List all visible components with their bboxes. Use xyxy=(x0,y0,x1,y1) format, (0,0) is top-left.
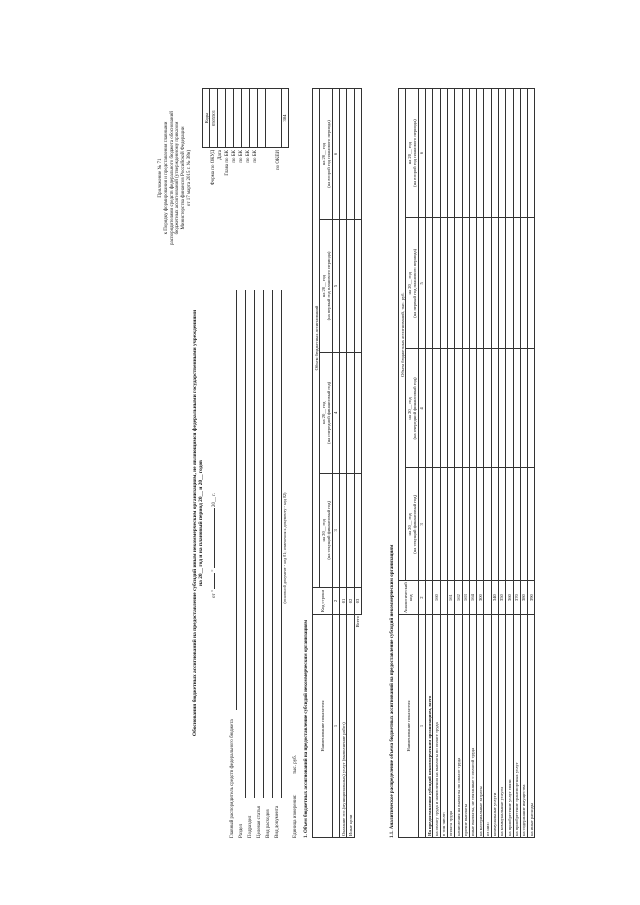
s11-year-label: на 20__ год xyxy=(406,272,412,295)
table-row xyxy=(455,89,462,838)
codes-row-label: по БК xyxy=(253,150,258,163)
code-cell xyxy=(257,89,265,148)
s1-row-name: Оказание гос.(муниципальных) услуг (выполнение работ) xyxy=(340,615,347,838)
s11-colnum: 5 xyxy=(418,218,425,349)
s11-cell xyxy=(484,349,491,468)
s11-cell xyxy=(447,468,454,581)
appendix-line: бюджетных ассигнований (утвержденному приказом xyxy=(175,121,181,235)
table-row xyxy=(477,89,484,838)
s11-cell xyxy=(513,468,520,581)
s1-cell xyxy=(347,353,354,474)
s11-row-code: 300 xyxy=(477,581,484,615)
s11-row-name: На предоставление субсидий некоммерческим организациям, всего xyxy=(426,615,433,838)
s1-year-sub: (на первый год планового периода) xyxy=(326,251,332,321)
table-row xyxy=(440,89,447,838)
s11-cell xyxy=(433,89,440,218)
section11-title: 1.1. Аналитическое распределение объема бюджетных ассигнований на предоставление субсидий некоммерческим организациям xyxy=(390,544,395,838)
s11-cell xyxy=(447,218,454,349)
codes-row-label: по БК xyxy=(239,150,244,163)
table-row xyxy=(433,89,440,838)
s1-year-sub: (на текущий финансовый год) xyxy=(326,500,332,560)
code-cell xyxy=(249,89,257,148)
s11-row-name: на приобретение транспортных услуг xyxy=(513,615,520,838)
s11-row-code: 370 xyxy=(513,581,520,615)
s11-cell xyxy=(469,468,476,581)
unit-value: тыс. руб. xyxy=(293,755,298,774)
appendix-note xyxy=(158,78,193,278)
s11-cell xyxy=(433,349,440,468)
table-row xyxy=(426,89,433,838)
s11-cell xyxy=(520,218,527,349)
s1-colnum: 2 xyxy=(332,588,339,615)
date-month-blank xyxy=(214,508,215,568)
s1-cell xyxy=(340,353,347,474)
s1-total-code: 03 xyxy=(354,588,361,615)
s11-cell xyxy=(440,349,447,468)
s11-cell xyxy=(462,89,469,218)
s11-colnum: 1 xyxy=(418,615,425,838)
s11-row-name: из них: xyxy=(484,615,491,838)
s11-cell xyxy=(491,349,498,468)
s11-row-name: начисления на выплаты по оплате труда xyxy=(455,615,462,838)
s11-cell xyxy=(528,218,535,349)
s11-cell xyxy=(491,468,498,581)
codes-row-label: Дата xyxy=(218,150,223,160)
s11-cell xyxy=(506,89,513,218)
codes-row-label: по БК xyxy=(232,150,237,163)
code-cell xyxy=(233,89,241,148)
codes-header: Коды xyxy=(203,89,210,148)
s1-colnum: 3 xyxy=(332,473,339,587)
s1-cell xyxy=(340,219,347,352)
s11-row-name: коммунальные услуги xyxy=(491,615,498,838)
s11-year-sub: (на текущий финансовый год) xyxy=(412,495,418,554)
requisite-label: Вид документа xyxy=(275,805,280,838)
s11-cell xyxy=(477,468,484,581)
s11-colnum: 4 xyxy=(418,349,425,468)
s11-year-label: на 20__ год xyxy=(406,141,412,165)
s11-cell xyxy=(477,349,484,468)
s11-cell xyxy=(440,218,447,349)
s11-head-year xyxy=(406,468,419,581)
title-line-2: на 20__ год и на плановый период 20__ и 20__ годов xyxy=(198,460,205,586)
s11-cell xyxy=(484,218,491,349)
s11-year-sub: (на второй год планового периода) xyxy=(412,119,418,187)
s11-cell xyxy=(513,349,520,468)
date-middle: " xyxy=(212,568,217,572)
appendix-line: к Порядку формирования и представления главными xyxy=(163,121,169,235)
s11-cell xyxy=(440,89,447,218)
s11-cell xyxy=(447,89,454,218)
section1-table xyxy=(312,88,362,838)
s11-year-sub: (на первый год планового периода) xyxy=(412,248,418,318)
s11-cell xyxy=(426,218,433,349)
table-row xyxy=(447,89,454,838)
appendix-line: Приложение № 71 xyxy=(158,158,163,198)
s1-cell xyxy=(354,473,361,587)
s11-cell xyxy=(528,349,535,468)
table-row xyxy=(469,89,476,838)
table-row xyxy=(484,89,491,838)
s11-cell xyxy=(491,218,498,349)
code-cell xyxy=(265,89,281,148)
s11-cell xyxy=(484,89,491,218)
s11-head-name: Наименование показателя xyxy=(399,615,419,838)
s11-row-name: на оплату труда и начисления на выплаты по оплате труда xyxy=(433,615,440,838)
s11-cell xyxy=(528,468,535,581)
table-row xyxy=(340,89,347,838)
s11-colnum: 6 xyxy=(418,89,425,218)
s11-row-code: 160 xyxy=(433,581,440,615)
s11-cell xyxy=(426,468,433,581)
document-title xyxy=(192,228,204,818)
s11-row-name: на материальные затраты xyxy=(477,615,484,838)
s11-cell xyxy=(455,89,462,218)
s1-head-year xyxy=(320,473,333,587)
s11-cell xyxy=(520,349,527,468)
date-day-blank xyxy=(214,573,215,589)
table-row xyxy=(491,89,498,838)
codes-table xyxy=(202,88,289,148)
s1-year-sub: (на второй год планового периода) xyxy=(326,120,332,188)
s11-cell xyxy=(498,349,505,468)
requisite-line xyxy=(245,290,246,798)
s11-cell xyxy=(433,218,440,349)
s11-cell xyxy=(506,218,513,349)
s1-row-code: 02 xyxy=(347,588,354,615)
table-row xyxy=(513,89,520,838)
requisite-line xyxy=(254,290,255,798)
s1-year-label: на 20__ год xyxy=(320,274,326,298)
requisite-label: Главный распорядитель средств федерального бюджета xyxy=(230,719,235,838)
appendix-line: от 17 марта 2015 г. № 38н) xyxy=(186,149,192,207)
s11-cell xyxy=(462,218,469,349)
code-cell xyxy=(217,89,225,148)
s11-row-name: оплата труда xyxy=(447,615,454,838)
s11-cell xyxy=(455,349,462,468)
s11-row-code: 340 xyxy=(491,581,498,615)
form-code: 0505501 xyxy=(210,89,217,148)
table-row xyxy=(498,89,505,838)
table-row xyxy=(528,89,535,838)
s11-cell xyxy=(477,218,484,349)
s11-cell xyxy=(455,218,462,349)
s11-cell xyxy=(462,468,469,581)
s1-cell xyxy=(354,353,361,474)
s1-cell xyxy=(347,219,354,352)
s11-cell xyxy=(528,89,535,218)
table-row xyxy=(506,89,513,838)
s11-head-year xyxy=(406,89,419,218)
s11-row-name: иные выплаты, не связанные с оплатой труда xyxy=(469,615,476,838)
requisite-line xyxy=(272,290,273,798)
requisite-label: Вид расходов xyxy=(266,809,271,838)
s11-cell xyxy=(447,349,454,468)
s11-cell xyxy=(520,89,527,218)
s11-row-code: 162 xyxy=(455,581,462,615)
s1-year-sub: (на очередной финансовый год) xyxy=(326,381,332,444)
s1-cell xyxy=(347,89,354,220)
table-row xyxy=(347,89,354,838)
s11-row-name: на приобретение услуг связи xyxy=(506,615,513,838)
s1-cell xyxy=(354,89,361,220)
s11-cell xyxy=(498,218,505,349)
okei-label: по ОКЕИ xyxy=(276,150,281,171)
s11-cell xyxy=(484,468,491,581)
date-line xyxy=(212,493,218,598)
okei-code: 384 xyxy=(281,89,288,148)
s11-cell xyxy=(520,468,527,581)
s11-cell xyxy=(469,89,476,218)
section1-title: 1. Объем бюджетных ассигнований на предоставление субсидий некоммерческим организациям xyxy=(304,619,309,838)
s1-row-code: 01 xyxy=(340,588,347,615)
s11-cell xyxy=(469,349,476,468)
s11-row-name: прочие выплаты xyxy=(462,615,469,838)
s11-cell xyxy=(477,89,484,218)
requisite-label: Целевая статья xyxy=(257,806,262,838)
table-row xyxy=(520,89,527,838)
form-label: Форма по ОКУД xyxy=(211,150,216,186)
s11-row-code: 350 xyxy=(498,581,505,615)
s1-head-year xyxy=(320,89,333,220)
s1-cell xyxy=(347,473,354,587)
table-row xyxy=(354,89,361,838)
codes-row-label: Глава по БК xyxy=(225,150,230,176)
s11-row-name: на иные расходы xyxy=(528,615,535,838)
s1-head-code: Код строки xyxy=(313,588,333,615)
s1-year-label: на 20__ год xyxy=(320,519,326,542)
requisite-label: Подраздел xyxy=(248,815,253,838)
s11-head-group: Объем бюджетных ассигнований, тыс. руб. xyxy=(399,89,406,581)
s11-cell xyxy=(506,349,513,468)
s11-year-label: на 20__ год xyxy=(406,513,412,536)
rotated-sheet xyxy=(152,68,632,848)
s1-colnum: 5 xyxy=(332,219,339,352)
s1-cell xyxy=(354,219,361,352)
s11-row-name: в том числе: xyxy=(440,615,447,838)
s11-row-code: 161 xyxy=(447,581,454,615)
s11-row-code xyxy=(484,581,491,615)
s11-row-code: 164 xyxy=(469,581,476,615)
s1-total-label: Всего xyxy=(354,615,361,838)
s1-cell xyxy=(340,89,347,220)
s11-row-code: 380 xyxy=(520,581,527,615)
s11-cell xyxy=(455,468,462,581)
codes-row-label: по БК xyxy=(246,150,251,163)
s11-cell xyxy=(426,89,433,218)
s11-cell xyxy=(426,349,433,468)
s11-year-sub: (на очередной финансовый год) xyxy=(412,377,418,440)
date-prefix: от " xyxy=(212,590,217,598)
s1-head-year xyxy=(320,353,333,474)
s11-cell xyxy=(440,468,447,581)
s11-cell xyxy=(513,218,520,349)
s11-cell xyxy=(498,89,505,218)
date-suffix: 20__ г. xyxy=(212,493,217,508)
s1-row-name: Иные цели xyxy=(347,615,354,838)
s11-head-code: Аналитический код xyxy=(399,581,419,615)
s11-cell xyxy=(498,468,505,581)
s11-row-code xyxy=(440,581,447,615)
s1-cell xyxy=(340,473,347,587)
s11-cell xyxy=(433,468,440,581)
s1-colnum: 6 xyxy=(332,89,339,220)
section11-table xyxy=(398,88,535,838)
s11-cell xyxy=(513,89,520,218)
s11-row-name: на коммунальные услуги xyxy=(498,615,505,838)
s11-cell xyxy=(506,468,513,581)
s11-cell xyxy=(491,89,498,218)
s11-row-name: на содержание имущества xyxy=(520,615,527,838)
s11-head-year xyxy=(406,349,419,468)
requisite-label: Раздел xyxy=(239,823,244,838)
requisite-line xyxy=(263,290,264,798)
s11-head-year xyxy=(406,218,419,349)
s1-head-name: Наименование показателя xyxy=(313,615,333,838)
s11-colnum: 3 xyxy=(418,468,425,581)
s11-cell xyxy=(462,349,469,468)
s11-row-code: 360 xyxy=(506,581,513,615)
appendix-line: распорядителями средств федерального бюджета обоснований xyxy=(169,111,175,245)
doc-type-note: (основной документ - код 01; изменения к документу - код 02) xyxy=(282,492,287,604)
s1-head-year xyxy=(320,219,333,352)
s1-year-label: на 20__ год xyxy=(320,142,326,166)
s1-colnum: 4 xyxy=(332,353,339,474)
s11-cell xyxy=(469,218,476,349)
code-cell xyxy=(225,89,233,148)
s11-row-code xyxy=(426,581,433,615)
code-cell xyxy=(241,89,249,148)
requisite-line xyxy=(236,290,237,710)
appendix-line: Министерства финансов Российской Федерации xyxy=(181,126,186,230)
s11-colnum: 2 xyxy=(418,581,425,615)
unit-label: Единица измерения: xyxy=(293,794,298,838)
s11-row-code: 163 xyxy=(462,581,469,615)
table-row xyxy=(462,89,469,838)
s1-year-label: на 20__ год xyxy=(320,401,326,424)
s1-head-group: Объем бюджетных ассигнований xyxy=(313,89,320,588)
s11-body xyxy=(426,89,535,838)
title-line-1: Обоснования бюджетных ассигнований на предоставление субсидий иным некоммерческим организациям, не являющимся федеральными государственными учреждениями xyxy=(192,309,198,737)
s1-colnum: 1 xyxy=(332,615,339,838)
s11-year-label: на 20__ год xyxy=(406,397,412,420)
s11-row-code: 390 xyxy=(528,581,535,615)
